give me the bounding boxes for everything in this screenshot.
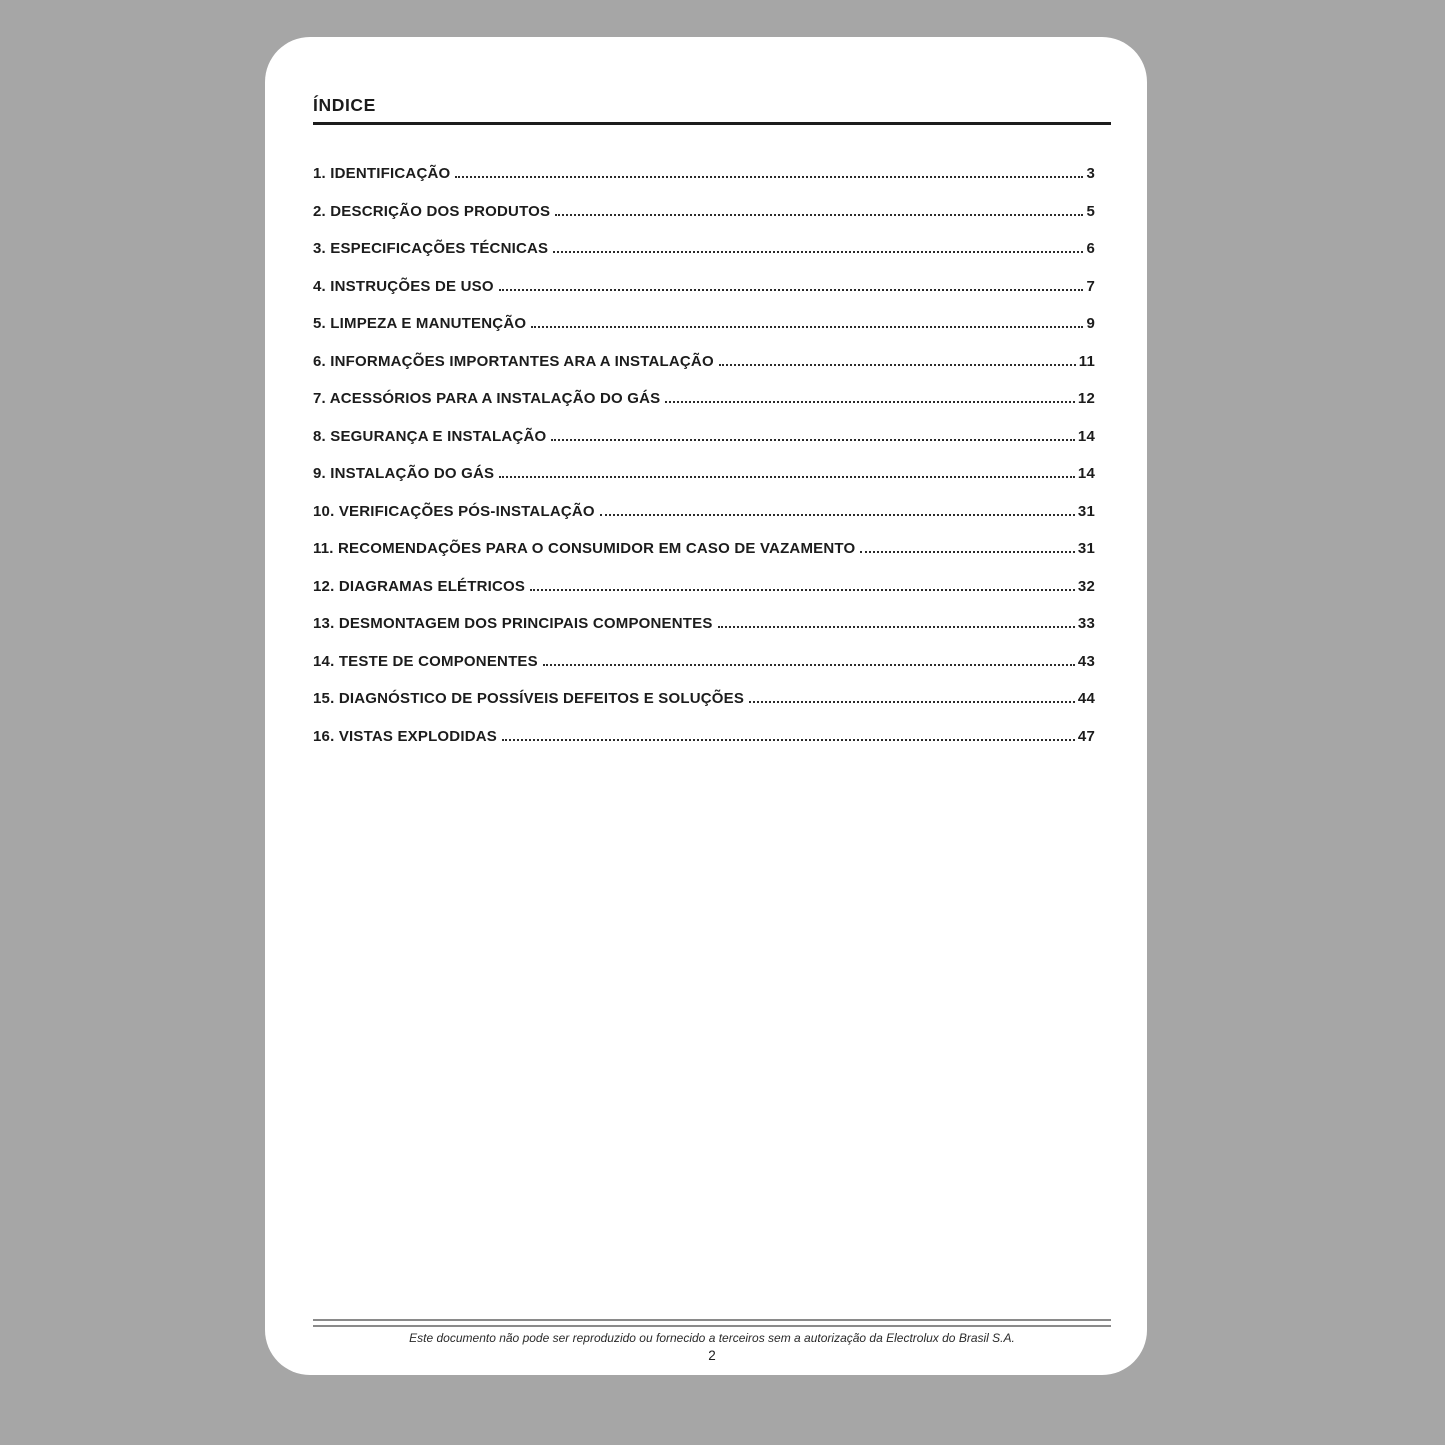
toc-entry-page: 7 [1086,277,1095,295]
toc-dot-leader [553,249,1083,253]
toc-entry [313,690,1095,728]
toc-dot-leader [530,587,1075,591]
toc-dot-leader [502,737,1075,741]
page-number: 2 [708,1348,716,1363]
page-footer [313,1319,1111,1363]
toc-entry [313,465,1095,503]
toc-dot-leader [749,699,1075,703]
toc-dot-leader [860,549,1075,553]
toc-list [313,165,1111,765]
toc-entry-page: 31 [1077,540,1095,557]
toc-entry [313,653,1095,691]
toc-entry-label: 3. ESPECIFICAÇÕES TÉCNICAS [313,240,549,257]
manual-page [265,37,1147,1375]
toc-entry-label: 14. TESTE DE COMPONENTES [313,652,538,670]
toc-entry-label: 12. DIAGRAMAS ELÉTRICOS [313,577,526,595]
toc-entry [313,353,1095,391]
toc-entry-label: 10. VERIFICAÇÕES PÓS-INSTALAÇÃO [313,502,595,520]
toc-entry [313,315,1095,353]
toc-entry [313,203,1095,241]
toc-entry-label: 6. INFORMAÇÕES IMPORTANTES ARA A INSTALAÇÃO [313,352,714,370]
toc-dot-leader [555,212,1083,216]
toc-entry [313,240,1095,278]
toc-dot-leader [455,174,1083,178]
toc-entry-label: 11. RECOMENDAÇÕES PARA O CONSUMIDOR EM CASO DE VAZAMENTO [313,540,856,557]
toc-dot-leader [718,624,1075,628]
toc-entry [313,278,1095,316]
toc-entry-page: 47 [1077,727,1095,745]
toc-entry-label: 2. DESCRIÇÃO DOS PRODUTOS [313,202,551,220]
toc-entry-label: 5. LIMPEZA E MANUTENÇÃO [313,315,527,332]
toc-entry-page: 5 [1086,202,1095,220]
toc-entry-page: 9 [1086,315,1095,332]
toc-entry [313,578,1095,616]
toc-entry-page: 44 [1077,690,1095,707]
toc-entry-page: 3 [1086,165,1095,182]
toc-entry-page: 31 [1077,502,1095,520]
toc-entry-page: 14 [1077,465,1095,482]
toc-entry-label: 9. INSTALAÇÃO DO GÁS [313,465,495,482]
toc-entry [313,428,1095,466]
toc-entry-label: 7. ACESSÓRIOS PARA A INSTALAÇÃO DO GÁS [313,390,661,407]
toc-entry-label: 13. DESMONTAGEM DOS PRINCIPAIS COMPONENTES [313,615,713,632]
footer-note: Este documento não pode ser reproduzido ou fornecido a terceiros sem a autorização da Electrolux do Brasil S.A. [409,1331,1015,1345]
toc-entry-page: 11 [1078,352,1095,370]
toc-entry-label: 4. INSTRUÇÕES DE USO [313,277,494,295]
toc-entry [313,503,1095,541]
toc-dot-leader [543,662,1075,666]
footer-double-rule [313,1319,1111,1327]
toc-entry [313,540,1095,578]
toc-entry-label: 16. VISTAS EXPLODIDAS [313,727,497,745]
toc-entry-page: 43 [1077,652,1095,670]
page-content [265,37,1147,765]
toc-entry [313,615,1095,653]
toc-dot-leader [719,362,1076,366]
toc-dot-leader [499,287,1084,291]
toc-entry-page: 32 [1077,577,1095,595]
toc-dot-leader [531,324,1083,328]
toc-dot-leader [600,512,1075,516]
title-underline [313,122,1111,125]
toc-entry-page: 33 [1077,615,1095,632]
page-title: ÍNDICE [313,95,376,115]
toc-entry-label: 8. SEGURANÇA E INSTALAÇÃO [313,427,547,445]
toc-entry-label: 15. DIAGNÓSTICO DE POSSÍVEIS DEFEITOS E SOLUÇÕES [313,690,745,707]
toc-entry-page: 6 [1086,240,1095,257]
toc-entry [313,390,1095,428]
toc-entry-page: 14 [1077,427,1095,445]
toc-dot-leader [551,437,1075,441]
toc-entry-label: 1. IDENTIFICAÇÃO [313,165,451,182]
toc-entry [313,728,1095,766]
toc-entry-page: 12 [1077,390,1095,407]
toc-dot-leader [665,399,1075,403]
toc-dot-leader [499,474,1075,478]
toc-entry [313,165,1095,203]
